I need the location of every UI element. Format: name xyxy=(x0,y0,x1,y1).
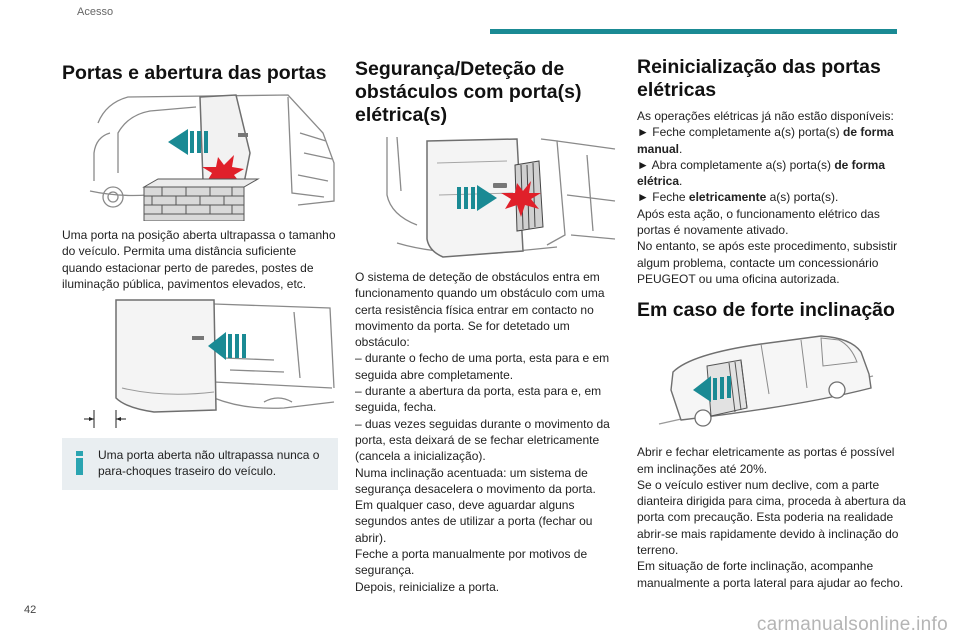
door-obstacle-illustration xyxy=(357,135,619,263)
reinit-body xyxy=(637,108,907,287)
section-title-doors: Portas e abertura das portas xyxy=(62,62,327,84)
reinit-after: No entanto, se após este procedimento, subsistir algum problema, contacte um concessionário PEUGEOT ou uma oficina autorizada. xyxy=(637,239,898,286)
section-title-obstacle: Segurança/Deteção de obstáculos com porta(s) elétrica(s) xyxy=(355,58,582,126)
van-on-incline-illustration xyxy=(651,332,881,432)
obstacle-line: Feche a porta manualmente por motivos de segurança. xyxy=(355,547,588,578)
arrow-bullet-icon: ► xyxy=(637,125,649,140)
reinit-step-2: ► Abra completamente a(s) porta(s) de forma elétrica. xyxy=(637,157,885,189)
obstacle-line: Em qualquer caso, deve aguardar alguns segundos antes de utilizar a porta (fechar ou abrir). xyxy=(355,498,593,545)
reinit-step-1: ► Feche completamente a(s) porta(s) de forma manual. xyxy=(637,125,894,156)
incline-line: Se o veículo estiver num declive, com a parte dianteira dirigida para cima, proceda à abertura da porta com precaução. Esta poderia na realidade abrir-se mais rapidamente devido à inclinação do terreno. xyxy=(637,477,906,558)
column-reinitialization xyxy=(637,56,907,591)
watermark: carmanualsonline.info xyxy=(756,614,948,635)
van-rear-wall-illustration xyxy=(88,93,338,221)
arrow-bullet-icon: ► xyxy=(637,157,649,172)
doors-paragraph: Uma porta na posição aberta ultrapassa o tamanho do veículo. Permita uma distância suficiente quando estacionar perto de paredes, postes de iluminação pública, pavimentos elevados, etc. xyxy=(62,228,336,291)
obstacle-body xyxy=(355,269,620,595)
incline-line: Em situação de forte inclinação, acompanhe manualmente a porta lateral para ajudar ao fecho. xyxy=(637,559,904,590)
section-title-incline: Em caso de forte inclinação xyxy=(637,299,895,322)
obstacle-line: Numa inclinação acentuada: um sistema de segurança desacelera o movimento da porta. xyxy=(355,465,596,496)
page-number: 42 xyxy=(24,604,37,616)
obstacle-line: – durante o fecho de uma porta, esta para e em seguida abre completamente. xyxy=(355,351,610,382)
section-title-reinit: Reinicialização das portas elétricas xyxy=(637,56,881,101)
reinit-intro: As operações elétricas já não estão disponíveis: xyxy=(637,109,894,123)
obstacle-line: O sistema de deteção de obstáculos entra em funcionamento quando um obstáculo com uma certa resistência física entrar em contacto no movimento da porta. Se for detetado um obstáculo: xyxy=(355,270,605,350)
van-side-door-illustration xyxy=(64,298,336,428)
incline-line: Abrir e fechar eletricamente as portas é possível em inclinações até 20%. xyxy=(637,445,895,476)
obstacle-line: – duas vezes seguidas durante o movimento da porta, esta deixará de se fechar eletricamente (cancela a inicialização). xyxy=(355,416,610,464)
obstacle-line: Depois, reinicialize a porta. xyxy=(355,579,500,594)
arrow-bullet-icon: ► xyxy=(637,190,649,205)
running-header: Acesso xyxy=(77,6,114,18)
info-icon xyxy=(76,451,83,475)
header-accent-bar xyxy=(490,29,897,34)
obstacle-line: – durante a abertura da porta, esta para e, em seguida, fecha. xyxy=(355,384,602,415)
reinit-step-3: ► Feche eletricamente a(s) porta(s). xyxy=(637,190,839,205)
incline-body xyxy=(637,444,907,591)
reinit-after: Após esta ação, o funcionamento elétrico das portas é novamente ativado. xyxy=(637,206,880,238)
info-text: Uma porta aberta não ultrapassa nunca o para-choques traseiro do veículo. xyxy=(98,448,320,479)
column-obstacle-detection xyxy=(355,56,620,595)
info-box xyxy=(62,438,338,490)
column-doors-opening xyxy=(62,56,338,490)
